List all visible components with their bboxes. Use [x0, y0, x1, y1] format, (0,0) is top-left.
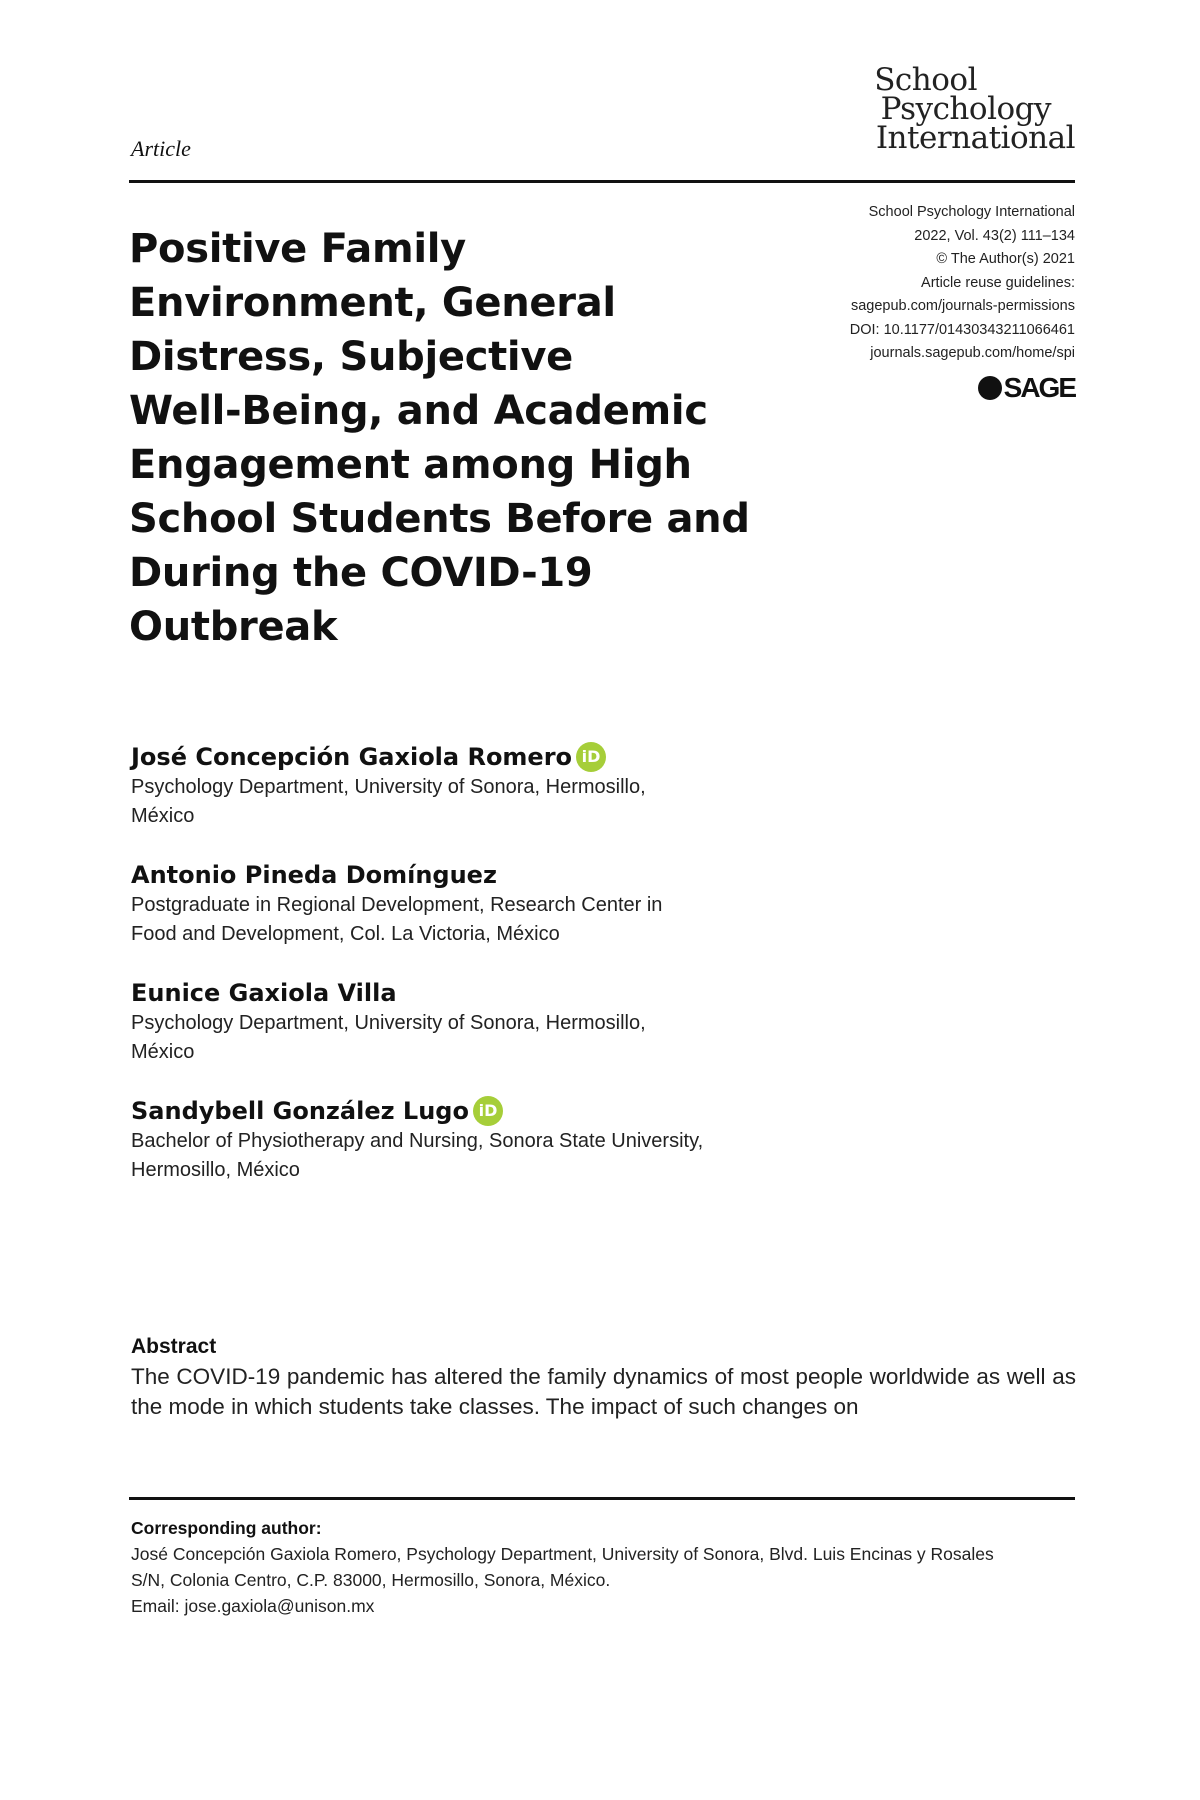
author-name-text: Eunice Gaxiola Villa	[131, 979, 397, 1007]
journal-logo-line: Psychology	[880, 91, 1051, 127]
sage-logo-mark-icon	[978, 376, 1002, 400]
title-line: Environment, General	[129, 280, 616, 326]
footnote-divider	[129, 1497, 1075, 1500]
abstract-section	[131, 1332, 1076, 1422]
orcid-icon[interactable]: iD	[576, 742, 606, 772]
corresponding-author-line: S/N, Colonia Centro, C.P. 83000, Hermosillo, Sonora, México.	[131, 1570, 611, 1590]
affiliation-line: México	[131, 805, 195, 827]
author-name-text: Antonio Pineda Domínguez	[131, 861, 497, 889]
affiliation-line: Psychology Department, University of Sonora, Hermosillo,	[131, 1012, 646, 1034]
title-line: Distress, Subjective	[129, 334, 573, 380]
journal-logo	[874, 62, 1075, 156]
affiliation-line: Hermosillo, México	[131, 1159, 300, 1181]
publication-metadata	[775, 201, 1075, 366]
author-affiliation	[131, 1127, 771, 1185]
sage-logo	[978, 372, 1075, 404]
author-name-text: José Concepción Gaxiola Romero	[131, 743, 573, 771]
author-entry	[131, 859, 771, 949]
corresponding-author-line: José Concepción Gaxiola Romero, Psychology Department, University of Sonora, Blvd. Luis Encinas y Rosales	[131, 1544, 994, 1564]
author-name	[131, 859, 771, 891]
article-title	[129, 222, 769, 654]
affiliation-line: Food and Development, Col. La Victoria, México	[131, 923, 560, 945]
doi[interactable]: DOI: 10.1177/01430343211066461	[849, 321, 1075, 338]
volume-info: 2022, Vol. 43(2) 111–134	[914, 227, 1075, 244]
title-line: During the COVID-19	[129, 550, 593, 596]
affiliation-line: Postgraduate in Regional Development, Research Center in	[131, 894, 663, 916]
abstract-heading: Abstract	[131, 1335, 217, 1358]
author-name	[131, 1095, 771, 1127]
author-affiliation	[131, 773, 771, 831]
affiliation-line: Bachelor of Physiotherapy and Nursing, Sonora State University,	[131, 1130, 704, 1152]
author-entry	[131, 741, 771, 831]
author-name	[131, 741, 771, 773]
corresponding-author-email[interactable]: Email: jose.gaxiola@unison.mx	[131, 1596, 375, 1616]
journal-logo-line: International	[875, 120, 1075, 156]
corresponding-author-note	[131, 1515, 1076, 1619]
journal-logo-line: School	[874, 62, 977, 98]
author-entry	[131, 977, 771, 1067]
abstract-text: The COVID-19 pandemic has altered the family dynamics of most people worldwide as well as the mode in which students take classes. The impact of such changes on	[131, 1364, 1076, 1419]
permissions-link[interactable]: sagepub.com/journals-permissions	[850, 298, 1075, 314]
title-line: School Students Before and	[129, 496, 750, 542]
header-divider	[129, 180, 1075, 183]
title-line: Engagement among High	[129, 442, 692, 488]
author-name-text: Sandybell González Lugo	[131, 1097, 469, 1125]
affiliation-line: Psychology Department, University of Sonora, Hermosillo,	[131, 776, 646, 798]
copyright: © The Author(s) 2021	[936, 251, 1075, 267]
corresponding-author-heading: Corresponding author:	[131, 1518, 322, 1538]
author-affiliation	[131, 1009, 771, 1067]
author-list	[131, 741, 771, 1213]
journal-name: School Psychology International	[868, 204, 1075, 220]
author-entry	[131, 1095, 771, 1185]
orcid-icon[interactable]: iD	[473, 1096, 503, 1126]
author-affiliation	[131, 891, 771, 949]
title-line: Well-Being, and Academic	[129, 388, 708, 434]
title-line: Positive Family	[129, 226, 466, 272]
affiliation-line: México	[131, 1041, 195, 1063]
reuse-guidelines-label: Article reuse guidelines:	[921, 274, 1075, 291]
journal-home-link[interactable]: journals.sagepub.com/home/spi	[870, 345, 1075, 361]
title-line: Outbreak	[129, 604, 338, 650]
article-type-label: Article	[131, 136, 191, 161]
sage-logo-text: SAGE	[1003, 372, 1075, 403]
author-name	[131, 977, 771, 1009]
